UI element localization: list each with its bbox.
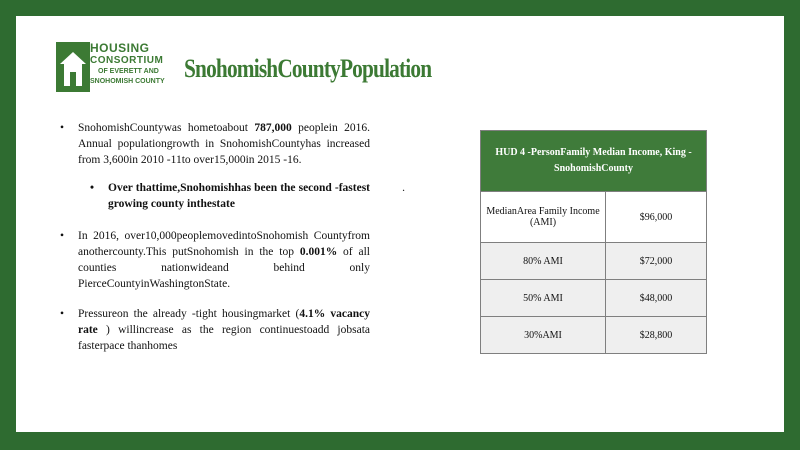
bullet-population [60, 120, 370, 168]
bullet-text: ) willincrease as the region continuestoadd jobsata fasterpace thanhomes [78, 324, 370, 352]
table-row [481, 317, 707, 354]
table-row [481, 243, 707, 280]
bullet-migration [60, 228, 370, 292]
row-label: 50% AMI [481, 280, 606, 317]
bullet-text: of all counties nationwideand behind only PierceCountyinWashingtonState. [78, 246, 370, 290]
row-label: 30%AMI [481, 317, 606, 354]
logo-line-housing: HOUSING [90, 41, 150, 55]
table-row [481, 192, 707, 243]
row-value: $48,000 [606, 280, 707, 317]
bullet-bold: 0.001% [299, 246, 338, 258]
bullet-bold: 4.1% vacancy rate [78, 308, 371, 336]
bullet-text: Pressureon the already -tight housingmarket ( [78, 308, 300, 320]
row-value: $28,800 [606, 317, 707, 354]
table-header-row [481, 131, 707, 192]
sub-bullet-fastest-growing [60, 180, 405, 212]
sub-bullet-period: . [402, 182, 405, 194]
sub-bullet-text: Over thattime,Snohomishhas been the second -fastest growing county inthestate [108, 182, 370, 210]
row-label: 80% AMI [481, 243, 606, 280]
table-header: HUD 4 -PersonFamily Median Income, King -SnohomishCounty [481, 131, 707, 192]
bullet-text: SnohomishCountywas hometoabout [78, 122, 255, 134]
table-row [481, 280, 707, 317]
housing-consortium-logo [56, 42, 178, 110]
bullet-housing-pressure [60, 306, 370, 354]
row-label: MedianArea Family Income (AMI) [481, 192, 606, 243]
logo-line-of-everett: OF EVERETT AND [98, 68, 159, 75]
row-value: $96,000 [606, 192, 707, 243]
bullet-list [60, 120, 405, 368]
slide [16, 16, 784, 432]
page-title: SnohomishCountyPopulation [184, 54, 432, 83]
house-icon [56, 42, 90, 92]
logo-text [90, 42, 165, 87]
bullet-text: In 2016, over10,000peoplemovedintoSnohomish Countyfrom anothercounty.This putSnohomish in the top [78, 230, 370, 258]
bullet-bold: 787,000 [254, 122, 292, 134]
row-value: $72,000 [606, 243, 707, 280]
logo-line-consortium: CONSORTIUM [90, 55, 164, 66]
income-table [480, 130, 707, 354]
bullet-text: peoplein 2016. Annual populationgrowth in SnohomishCountyhas increased from 3,600in 2010 -11to over15,000in 2015 -16. [78, 122, 370, 166]
logo-line-snohomish: SNOHOMISH COUNTY [90, 78, 165, 85]
